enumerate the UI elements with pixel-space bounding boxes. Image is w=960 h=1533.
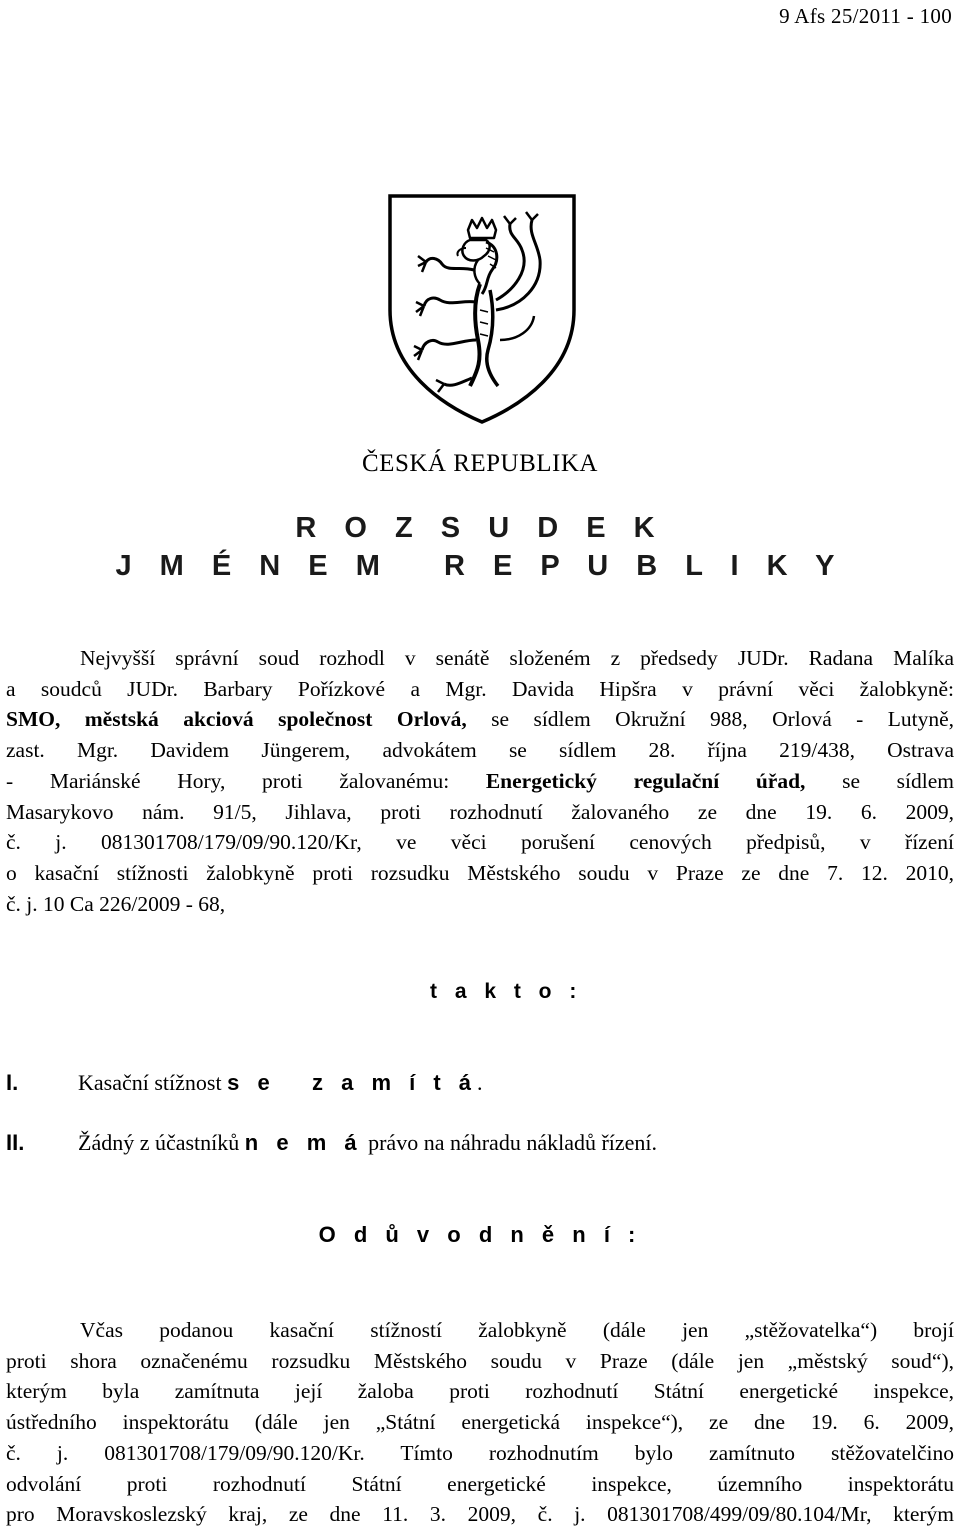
judgment-title: R O Z S U D E K bbox=[295, 512, 665, 544]
verdict-text-post: . bbox=[477, 1070, 483, 1095]
verdict-spaced: n e m á bbox=[244, 1130, 363, 1155]
reasoning-line: č. j. 081301708/179/09/90.120/Kr. Tímto rozhodnutím bylo zamítnuto stěžovatelčino bbox=[6, 1440, 954, 1465]
country-name: ČESKÁ REPUBLIKA bbox=[362, 450, 598, 477]
intro-line: Nejvyšší správní soud rozhodl v senátě složeném z předsedy JUDr. Radana Malíka bbox=[80, 646, 954, 670]
intro-line: a soudců JUDr. Barbary Pořízkové a Mgr. Davida Hipšra v právní věci žalobkyně: bbox=[6, 676, 954, 701]
intro-line: o kasační stížnosti žalobkyně proti rozsudku Městského soudu v Praze ze dne 7. 12. 2010, bbox=[6, 860, 954, 885]
takto-heading: t a k t o : bbox=[430, 980, 583, 1003]
reasoning-heading: O d ů v o d n ě n í : bbox=[318, 1222, 642, 1247]
intro-line: Masarykovo nám. 91/5, Jihlava, proti rozhodnutí žalovaného ze dne 19. 6. 2009, bbox=[6, 799, 954, 824]
reasoning-line: odvolání proti rozhodnutí Státní energetické inspekce, územního inspektorátu bbox=[6, 1471, 954, 1496]
verdict-text bbox=[78, 1130, 657, 1156]
reasoning-line: Včas podanou kasační stížností žalobkyně (dále jen „stěžovatelka“) brojí bbox=[80, 1318, 954, 1342]
case-reference: 9 Afs 25/2011 - 100 bbox=[779, 4, 952, 28]
verdict-text-pre: Žádný z účastníků bbox=[78, 1130, 245, 1155]
reasoning-line: ústředního inspektorátu (dále jen „Státní energetická inspekce“), ze dne 19. 6. 2009, bbox=[6, 1410, 954, 1435]
verdict-text-post: právo na náhradu nákladů řízení. bbox=[362, 1130, 658, 1155]
plaintiff-name: SMO, městská akciová společnost Orlová, bbox=[6, 707, 467, 732]
intro-text: - Mariánské Hory, proti žalovanému: bbox=[6, 768, 486, 793]
reasoning-line: proti shora označenému rozsudku Městského soudu v Praze (dále jen „městský soud“), bbox=[6, 1348, 954, 1373]
czech-state-emblem-lion-icon bbox=[382, 190, 582, 425]
defendant-name: Energetický regulační úřad, bbox=[485, 768, 806, 793]
verdict-text bbox=[78, 1070, 483, 1096]
reasoning-line: kterým byla zamítnuta její žaloba proti rozhodnutí Státní energetické inspekce, bbox=[6, 1379, 954, 1404]
verdict-number: II. bbox=[6, 1130, 25, 1155]
verdict-number: I. bbox=[6, 1070, 19, 1095]
intro-line: zast. Mgr. Davidem Jüngerem, advokátem se sídlem 28. října 219/438, Ostrava bbox=[6, 738, 954, 763]
verdict-spaced: s e z a m í t á bbox=[227, 1070, 478, 1095]
verdict-text-pre: Kasační stížnost bbox=[78, 1070, 228, 1095]
intro-line: č. j. 10 Ca 226/2009 - 68, bbox=[6, 891, 226, 916]
intro-line bbox=[6, 704, 954, 735]
intro-line: č. j. 081301708/179/09/90.120/Kr, ve věci porušení cenových předpisů, v řízení bbox=[6, 830, 954, 855]
intro-text: se sídlem bbox=[805, 768, 954, 793]
intro-line bbox=[6, 766, 954, 797]
reasoning-line: pro Moravskoslezský kraj, ze dne 11. 3. 2009, č. j. 081301708/499/09/80.104/Mr, kterým bbox=[6, 1502, 954, 1527]
judgment-subtitle: J M É N E M R E P U B L I K Y bbox=[115, 550, 845, 582]
intro-paragraph bbox=[6, 643, 954, 919]
reasoning-paragraph bbox=[6, 1315, 954, 1530]
plaintiff-address: se sídlem Okružní 988, Orlová - Lutyně, bbox=[466, 707, 955, 732]
